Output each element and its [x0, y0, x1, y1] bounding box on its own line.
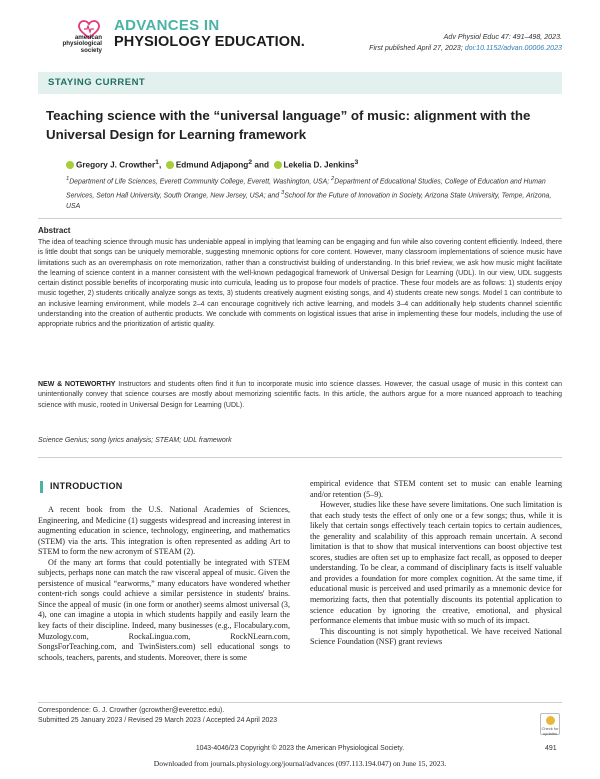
divider: [38, 218, 562, 219]
body-column-left: [38, 505, 290, 663]
section-banner: [38, 72, 562, 94]
article-title: Teaching science with the “universal language” of music: alignment with the Universal Design for Learning framework: [46, 108, 531, 142]
page-number: 491: [545, 745, 557, 752]
paragraph: However, studies like these have severe limitations. One such limitation is that each study tests the effect of only one or a few songs; thus, while it is likely that certain songs effectively teach certain topics to certain audiences, the generality and scalability of this approach remain uncertain. A second limitation is that to show that musical interventions can boost objective test scores, studies are often set up to emphasize fact recall, as opposed to deeper understanding. To be clear, a command of disciplinary facts is itself valuable and provides a foundation for more complex cognition. At the same time, if educational music is perceived and used primarily as a mnemonic device for memorizing facts, then that potentially discounts its potential application to science education by ignoring the creative, emotional, and physical performance elements that imbue music with so much of its impact.: [310, 500, 562, 626]
citation: [322, 32, 562, 54]
published-date: First published April 27, 2023;: [369, 44, 463, 52]
paragraph: Of the many art forms that could potentially be integrated with STEM subjects, perhaps none can match the raw visceral appeal of music. Given the persistence of musical “earworms,” many educators have wondered whether content-rich songs could achieve a similar persistence in students' brains. Since the appeal of music (in one form or another) seems almost universal (3, 4), one can imagine a utopia in which students happily and easily learn the key facts of their discipline. Indeed, many businesses (e.g., Flocabulary.com, Muzology.com, RockaLingua.com, RockNLearn.com, SongsForTeaching.com, and TwinSisters.com) sell educational songs to schools, teachers, parents, and students. Moreover, there is some: [38, 557, 290, 662]
author-name: Edmund Adjapong: [175, 160, 249, 170]
author-list: Gregory J. Crowther$^1$, Edmund Adjapong$^2$ and Lekelia D. Jenkins$^3$: [66, 159, 546, 170]
download-line: Downloaded from journals.physiology.org/journal/advances (097.113.194.047) on June 15, 2023.: [153, 759, 447, 768]
orcid-icon[interactable]: [66, 161, 74, 169]
abstract-text: The idea of teaching science through music has undeniable appeal in implying that learning can be engaging and fun while also covering content efficiently. Indeed, there is little doubt that songs can be uniquely memorable, suggesting mnemonic options for core content. However, many classroom implementations of science music have limitations such as an overemphasis on rote memorization, rather than a constructivist building of understanding. In this brief review, we ask how music might facilitate the learning of science content in a manner consistent with the well-known pedagogical framework of Universal Design for Learning (UDL). In our view, UDL suggests certain distinct possible benefits of incorporating music into curricula, leading us to propose four models of practice. These four models are as follows: 1) students enjoy music together, 2) students critically analyze songs as texts, 3) students creatively augment existing songs, and 4) students create new songs. Model 1 can contribute to an inclusive learning environment, while models 2–4 can encourage cognitively rich active learning, and models 3–4 can additionally help students channel scientific understanding into the creation of authentic products. We conclude with comments on logistical issues that arise in implementing these four models, including the use of appropriate rubrics and the prioritization of artistic quality.: [38, 239, 562, 329]
divider: [38, 457, 562, 458]
introduction-heading: INTRODUCTION: [50, 481, 123, 491]
journal-name-bottom: PHYSIOLOGY EDUCATION.: [114, 34, 305, 50]
affiliations: $^1$Department of Life Sciences, Everett Community College, Everett, Washington, USA; $^2$Department of Educational Studies, College of Education and Human Services, Seton Hall University, South Orange, New Jersey, USA; and $^3$School for the Future of Innovation in Society, Arizona State University, Tempe, Arizona, USA: [66, 176, 552, 210]
divider: [38, 702, 562, 703]
author-name: Gregory J. Crowther: [76, 160, 156, 170]
paragraph: empirical evidence that STEM content set to music can enable learning and/or retention (5–9).: [310, 479, 562, 499]
citation-line: Adv Physiol Educ 47: 491–498, 2023.: [443, 33, 562, 41]
new-noteworthy-label: NEW & NOTEWORTHY: [38, 381, 116, 388]
paragraph: A recent book from the U.S. National Academies of Sciences, Engineering, and Medicine (1) suggests widespread and increasing interest in augmenting education in science, technology, engineering, and mathematics (STEM) via the arts. This integration is often represented as adding Art to STEM to form the new acronym of STEAM (2).: [38, 505, 290, 557]
check-for-updates-badge[interactable]: Check for updates: [540, 713, 560, 735]
check-icon: [546, 716, 555, 725]
abstract-heading: Abstract: [38, 226, 71, 235]
new-noteworthy-text: Instructors and students often find it fun to incorporate music into science classes. However, the casual usage of music in this context can unintentionally convey that science courses are mostly about memorizing scientific facts. In this article, the authors argue for a more nuanced approach to teaching science with music, rooted in Universal Design for Learning (UDL).: [38, 381, 563, 409]
section-label: STAYING CURRENT: [48, 77, 146, 88]
journal-logo: [114, 18, 314, 50]
correspondence-block: [38, 706, 562, 726]
publisher-logo: [38, 20, 104, 56]
body-column-right: [310, 479, 562, 648]
author-name: Lekelia D. Jenkins: [283, 160, 355, 170]
correspondence: Correspondence: G. J. Crowther (gcrowther@everettcc.edu).: [38, 707, 225, 714]
keywords: Science Genius; song lyrics analysis; STEAM; UDL framework: [38, 437, 232, 444]
orcid-icon[interactable]: [166, 161, 174, 169]
orcid-icon[interactable]: [274, 161, 282, 169]
new-noteworthy: [38, 380, 562, 411]
paragraph: This discounting is not simply hypothetical. We have received National Science Foundation (NSF) grant reviews: [310, 626, 562, 647]
submission-dates: Submitted 25 January 2023 / Revised 29 March 2023 / Accepted 24 April 2023: [38, 717, 278, 724]
publisher-name: american physiological society: [62, 34, 102, 54]
journal-name-top: ADVANCES IN: [114, 17, 220, 34]
copyright: 1043-4046/23 Copyright © 2023 the American Physiological Society.: [195, 745, 405, 752]
section-accent-bar: [40, 481, 43, 493]
doi-link[interactable]: doi:10.1152/advan.00006.2023: [464, 44, 562, 52]
